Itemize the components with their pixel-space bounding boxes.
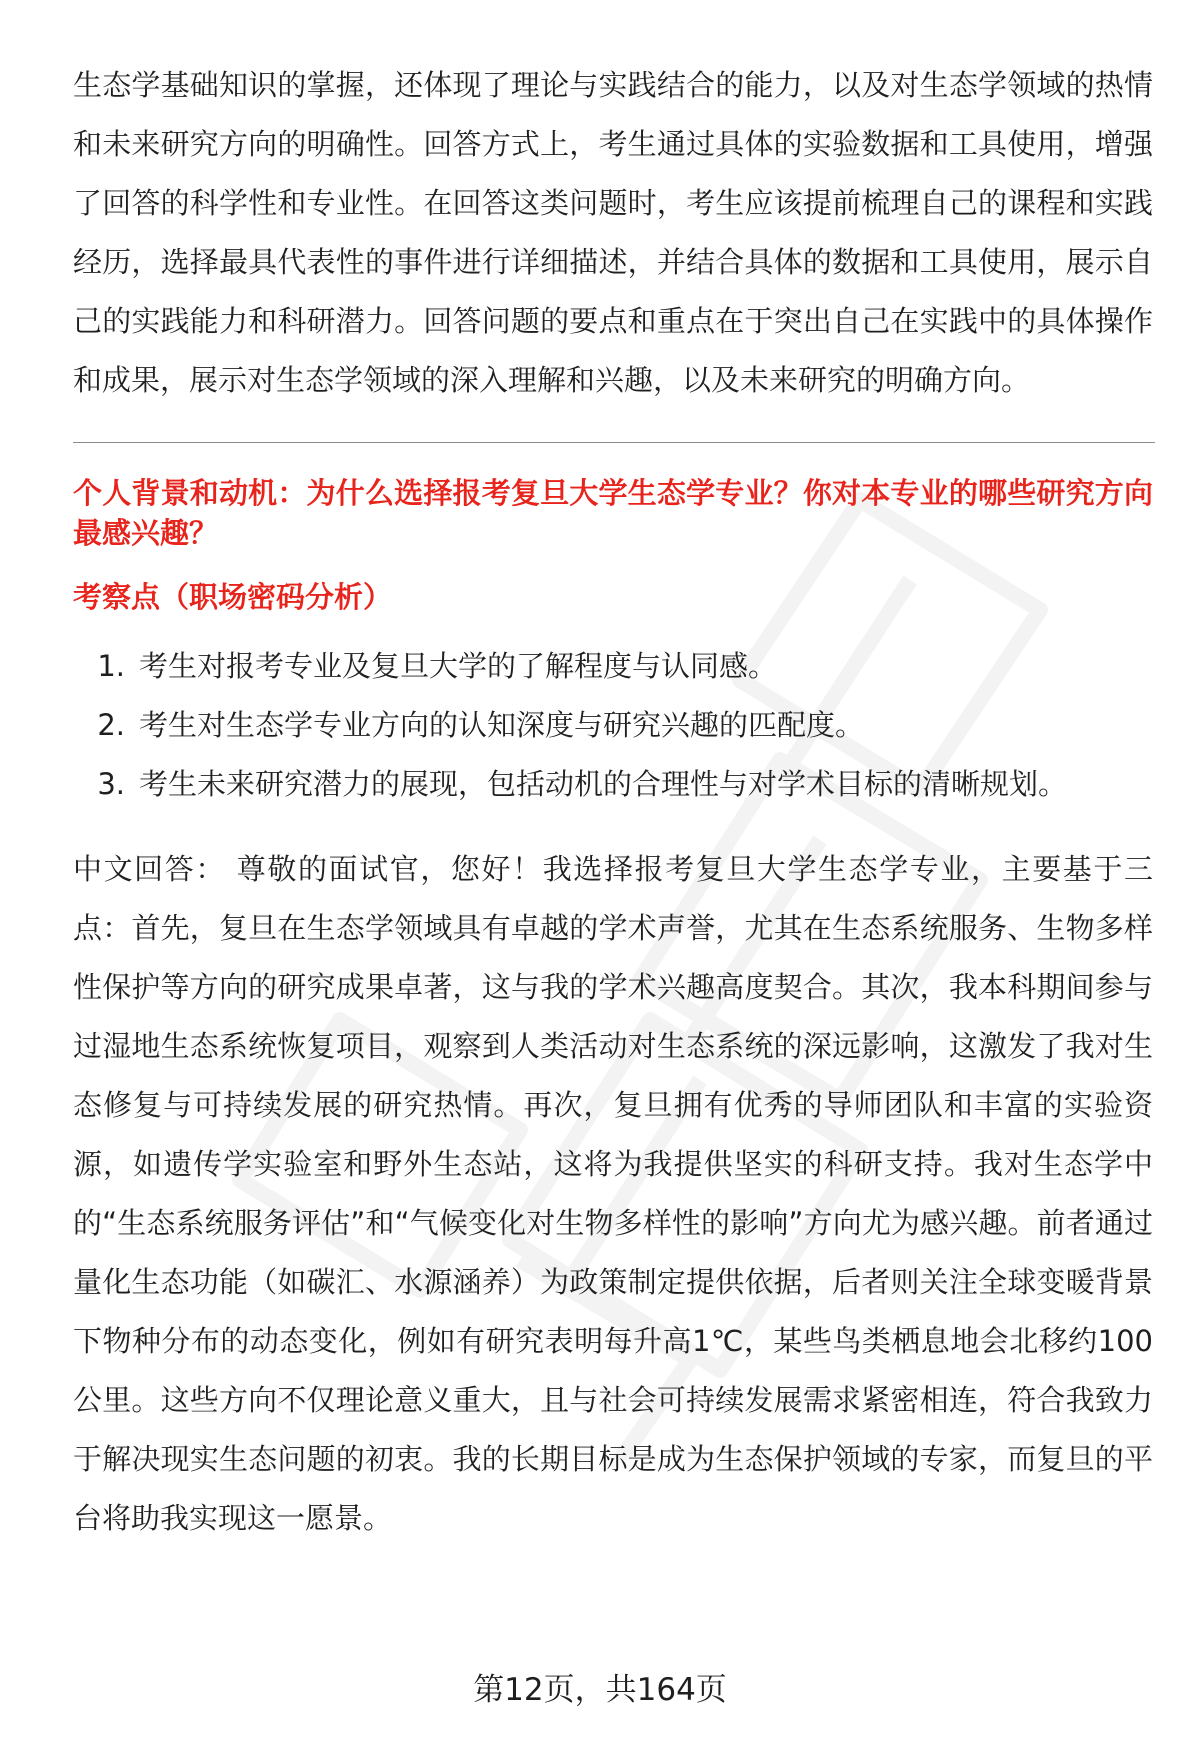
- list-item-number: 3.: [97, 767, 125, 801]
- section-title: 考察点（职场密码分析）: [73, 580, 393, 614]
- list-item-number: 2.: [97, 708, 125, 742]
- answer-paragraph: 中文回答： 尊敬的面试官，您好！我选择报考复旦大学生态学专业，主要基于三点：首先，复旦在生态学领域具有卓越的学术声誉，尤其在生态系统服务、生物多样性保护等方向的研究成果卓著，这与我的学术兴趣高度契合。其次，我本科期间参与过湿地生态系统恢复项目，观察到人类活动对生态系统的深远影响，这激发了我对生态修复与可持续发展的研究热情。再次，复旦拥有优秀的导师团队和丰富的实验资源，如遗传学实验室和野外生态站，这将为我提供坚实的科研支持。我对生态学中的“生态系统服务评估”和“气候变化对生物多样性的影响”方向尤为感兴趣。前者通过量化生态功能（如碳汇、水源涵养）为政策制定提供依据，后者则关注全球变暖背景下物种分布的动态变化，例如有研究表明每升高1℃，某些鸟类栖息地会北移约100公里。这些方向不仅理论意义重大，且与社会可持续发展需求紧密相连，符合我致力于解决现实生态问题的初衷。我的长期目标是成为生态保护领域的专家，而复旦的平台将助我实现这一愿景。: [73, 852, 1153, 1535]
- list-item: [73, 696, 1153, 755]
- list-item: [73, 637, 1153, 696]
- list-item: [73, 755, 1153, 814]
- page-number-footer: 第12页，共164页: [473, 1672, 727, 1708]
- page-content: [73, 56, 1153, 1548]
- list-item-number: 1.: [97, 649, 125, 683]
- list-item-text: 考生对生态学专业方向的认知深度与研究兴趣的匹配度。: [139, 708, 865, 742]
- assessment-points-list: [73, 637, 1153, 814]
- question-heading: 个人背景和动机：为什么选择报考复旦大学生态学专业？你对本专业的哪些研究方向最感兴趣？: [73, 476, 1153, 550]
- section-divider: [73, 442, 1155, 443]
- list-item-text: 考生对报考专业及复旦大学的了解程度与认同感。: [139, 649, 778, 683]
- list-item-text: 考生未来研究潜力的展现，包括动机的合理性与对学术目标的清晰规划。: [139, 767, 1068, 801]
- intro-paragraph: 生态学基础知识的掌握，还体现了理论与实践结合的能力，以及对生态学领域的热情和未来研究方向的明确性。回答方式上，考生通过具体的实验数据和工具使用，增强了回答的科学性和专业性。在回答这类问题时，考生应该提前梳理自己的课程和实践经历，选择最具代表性的事件进行详细描述，并结合具体的数据和工具使用，展示自己的实践能力和科研潜力。回答问题的要点和重点在于突出自己在实践中的具体操作和成果，展示对生态学领域的深入理解和兴趣，以及未来研究的明确方向。: [73, 68, 1153, 397]
